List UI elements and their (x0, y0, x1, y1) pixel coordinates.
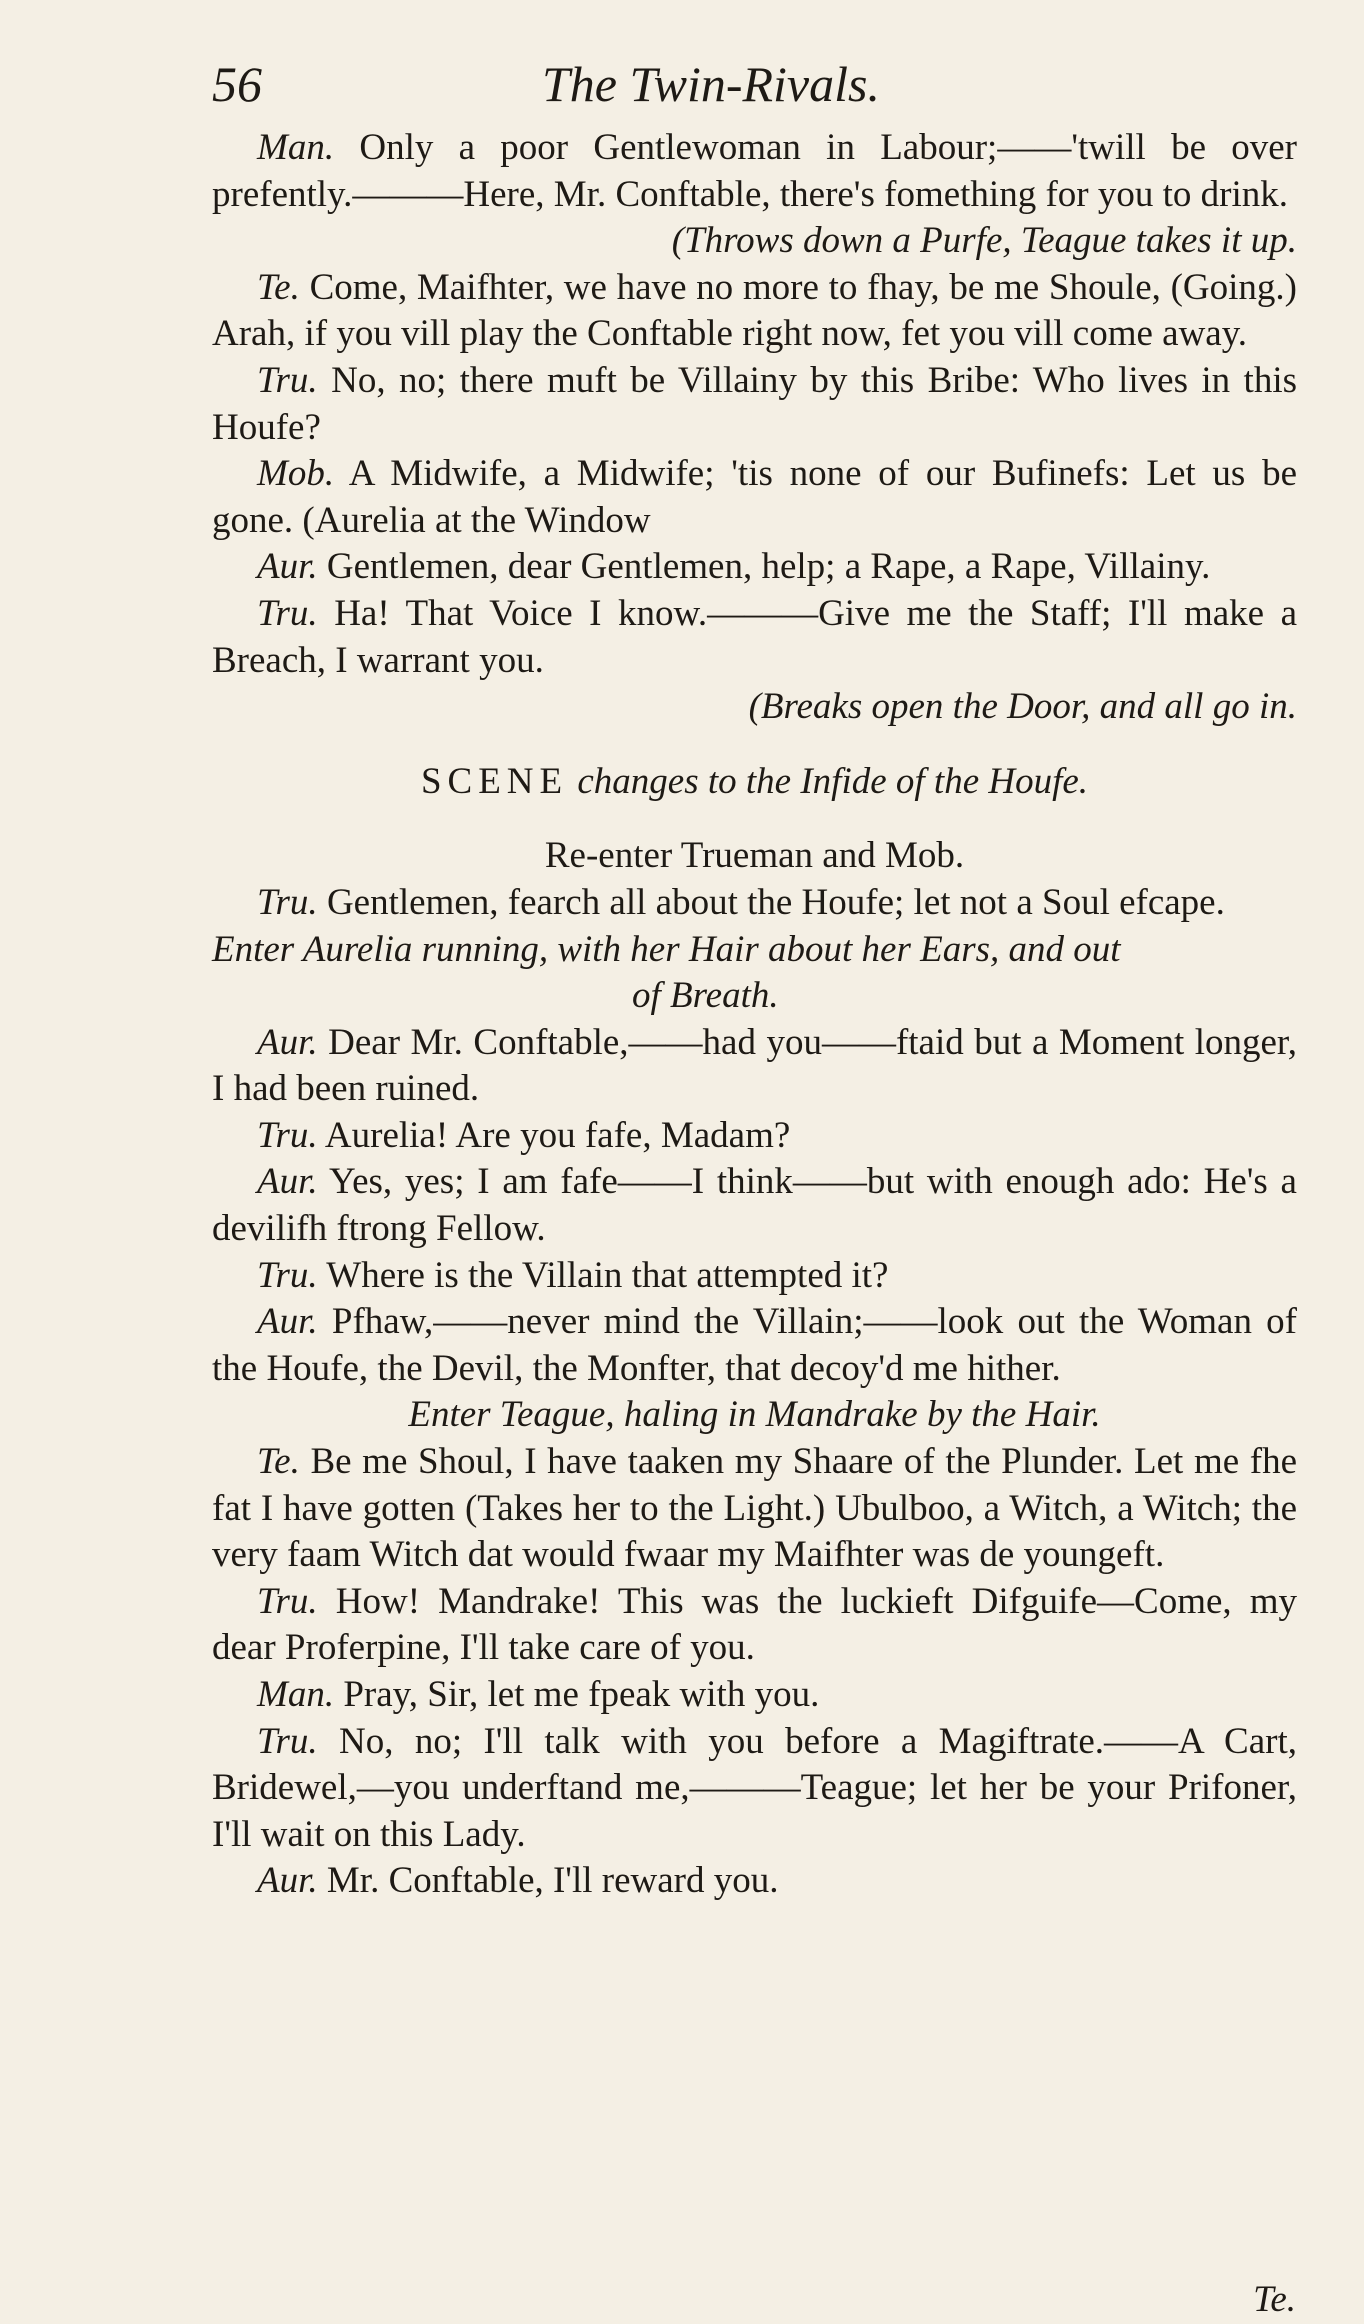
speech-text: Mr. Conftable, I'll reward you. (326, 1860, 779, 1902)
speech (212, 1299, 1297, 1392)
speaker: Mob. (257, 453, 335, 495)
speaker: Tru. (257, 1114, 318, 1156)
speaker: Tru. (257, 881, 318, 923)
speech-text: A Midwife, a Midwife; 'tis none of our Bufinefs: Let us be gone. (Aurelia at the Window (212, 453, 1297, 541)
scene-heading (212, 759, 1297, 806)
enter-direction: Enter Teague, haling in Mandrake by the Hair. (408, 1394, 1101, 1436)
speaker: Man. (257, 127, 335, 168)
speech (212, 1672, 1297, 1719)
reenter-direction: Re-enter Trueman and Mob. (544, 835, 965, 877)
speaker: Tru. (257, 1580, 318, 1622)
speech (212, 451, 1297, 544)
speech (212, 1253, 1297, 1300)
speech (212, 1579, 1297, 1672)
speaker: Aur. (257, 1021, 318, 1063)
speech-text: Only a poor Gentlewoman in Labour;——'twill be over prefently.———Here, Mr. Conftable, there's fomething for you to drink. (212, 127, 1298, 215)
speech-text: Where is the Villain that attempted it? (326, 1254, 889, 1296)
speech (212, 1159, 1297, 1252)
speech-text: Dear Mr. Conftable,——had you——ftaid but a Moment longer, I had been ruined. (212, 1021, 1298, 1110)
enter-direction-cont: of Breath. (632, 975, 779, 1017)
enter-direction: Enter Aurelia running, with her Hair about her Ears, and out (212, 928, 1121, 970)
speaker: Tru. (257, 592, 318, 634)
speaker: Tru. (257, 1720, 318, 1762)
scene-description: changes to the Infide of the Houfe. (577, 760, 1089, 802)
speech-text: No, no; there muft be Villainy by this Bribe: Who lives in this Houfe? (212, 359, 1298, 448)
speaker: Aur. (257, 1161, 318, 1203)
speech-text: Aurelia! Are you fafe, Madam? (324, 1114, 791, 1156)
speech-text: How! Mandrake! This was the luckieft Difguife—Come, my dear Proferpine, I'll take care of you. (212, 1580, 1297, 1669)
speech (212, 125, 1297, 218)
speech-text: Yes, yes; I am fafe——I think——but with enough ado: He's a devilifh ftrong Fellow. (212, 1161, 1297, 1250)
speech-text: Gentlemen, fearch all about the Houfe; let not a Soul efcape. (326, 881, 1225, 923)
running-title: The Twin-Rivals. (542, 56, 880, 112)
scene-label: SCENE (420, 760, 569, 802)
page-number: 56 (212, 56, 262, 112)
speech-text: Pray, Sir, let me fpeak with you. (343, 1674, 820, 1715)
speech (212, 1439, 1297, 1579)
speech-text: No, no; I'll talk with you before a Magiftrate.——A Cart, Bridewel,—you underftand me,———Teague; let her be your Prifoner, I'll wait on this Lady. (212, 1720, 1298, 1855)
speech (212, 1113, 1297, 1160)
speech (212, 544, 1297, 591)
speech (212, 265, 1297, 358)
speech (212, 591, 1297, 684)
speech (212, 358, 1297, 451)
speech (212, 1020, 1297, 1113)
speech-text: Gentlemen, dear Gentlemen, help; a Rape, a Rape, Villainy. (326, 546, 1211, 588)
speech (212, 1858, 1297, 1905)
catchword: Te. (1253, 2279, 1296, 2320)
speech-text: Pfhaw,——never mind the Villain;——look out the Woman of the Houfe, the Devil, the Monfter, that decoy'd me hither. (212, 1301, 1298, 1389)
stage-direction: (Throws down a Purfe, Teague takes it up. (671, 220, 1297, 262)
speech (212, 1719, 1297, 1859)
speaker: Tru. (257, 359, 318, 401)
speaker: Aur. (257, 546, 318, 588)
speech-text: Be me Shoul, I have taaken my Shaare of the Plunder. Let me fhe fat I have gotten (Takes her to the Light.) Ubulboo, a Witch, a Witch; the very faam Witch dat would fwaar my Maifhter was de youngeft. (212, 1441, 1297, 1576)
speaker: Man. (257, 1674, 335, 1715)
stage-direction: (Breaks open the Door, and all go in. (748, 686, 1297, 728)
speaker: Tru. (257, 1254, 318, 1296)
speaker: Aur. (257, 1301, 318, 1343)
speech-text: Ha! That Voice I know.———Give me the Staff; I'll make a Breach, I warrant you. (212, 592, 1297, 681)
page-header (212, 55, 1312, 115)
speaker: Aur. (257, 1860, 318, 1902)
play-text (212, 125, 1297, 1905)
speech (212, 880, 1297, 927)
speech-text: Come, Maifhter, we have no more to fhay, be me Shoule, (Going.) Arah, if you vill play the Conftable right now, fet you vill come away. (212, 266, 1297, 355)
speaker: Te. (257, 266, 300, 308)
speaker: Te. (257, 1441, 300, 1483)
